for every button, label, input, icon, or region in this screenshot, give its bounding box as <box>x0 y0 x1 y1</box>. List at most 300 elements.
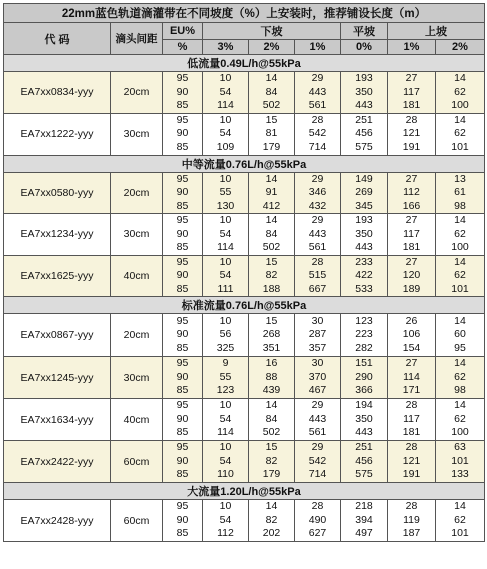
length-value: 502 <box>262 426 281 439</box>
length-value: 251 <box>355 441 373 454</box>
length-value: 28 <box>311 500 324 513</box>
length-value: 27 <box>405 72 418 84</box>
product-code: EA7xx1625-yyy <box>4 255 111 297</box>
eu-values <box>163 500 203 542</box>
length-value: 114 <box>217 241 234 253</box>
length-value: 533 <box>355 282 373 295</box>
length-value: 82 <box>265 513 278 526</box>
eu-value: 95 <box>176 399 189 412</box>
length-value: 14 <box>454 255 466 268</box>
length-values <box>388 172 436 214</box>
slope-header: 1% <box>388 40 436 55</box>
table-row <box>4 441 485 483</box>
length-value: 149 <box>355 172 373 185</box>
length-value: 101 <box>451 454 469 467</box>
length-value: 100 <box>451 426 469 439</box>
length-value: 114 <box>217 426 234 439</box>
length-value: 95 <box>454 341 466 354</box>
length-value: 432 <box>308 199 327 212</box>
length-values <box>341 441 388 483</box>
table-row <box>4 214 485 256</box>
length-values <box>388 314 436 357</box>
length-value: 667 <box>308 282 327 295</box>
eu-values <box>163 214 203 256</box>
product-code: EA7xx1234-yyy <box>4 214 111 256</box>
eu-value: 95 <box>176 255 189 268</box>
length-value: 575 <box>355 468 373 481</box>
length-values <box>341 500 388 542</box>
length-value: 14 <box>454 399 466 412</box>
eu-value: 95 <box>176 172 189 185</box>
slope-header: 2% <box>436 40 485 55</box>
flat-header: 平坡 <box>341 23 388 40</box>
length-value: 28 <box>405 500 418 513</box>
table-row <box>4 72 485 114</box>
length-value: 112 <box>217 527 234 540</box>
eu-value: 90 <box>176 269 189 281</box>
length-value: 9 <box>222 357 229 370</box>
eu-values <box>163 399 203 441</box>
length-values <box>341 113 388 155</box>
length-value: 181 <box>402 241 421 253</box>
emitter-spacing: 30cm <box>111 113 163 155</box>
eu-value: 85 <box>176 241 189 253</box>
length-value: 29 <box>311 72 324 84</box>
length-value: 154 <box>402 341 421 354</box>
length-value: 268 <box>262 328 281 341</box>
length-value: 62 <box>454 127 466 140</box>
eu-values <box>163 255 203 297</box>
length-value: 98 <box>454 199 466 212</box>
length-values <box>295 314 341 357</box>
length-value: 179 <box>262 140 281 153</box>
length-values <box>203 172 249 214</box>
length-value: 84 <box>265 412 278 425</box>
length-value: 27 <box>405 172 418 185</box>
length-value: 27 <box>405 214 418 226</box>
length-value: 251 <box>355 113 373 126</box>
length-value: 202 <box>262 527 281 540</box>
uphill-header: 上坡 <box>388 23 485 40</box>
length-value: 166 <box>402 199 421 212</box>
eu-value: 85 <box>176 99 189 111</box>
eu-value: 85 <box>176 199 189 212</box>
length-value: 14 <box>454 214 466 226</box>
length-value: 28 <box>405 399 418 412</box>
length-values <box>295 113 341 155</box>
length-value: 14 <box>265 399 278 412</box>
length-value: 10 <box>219 113 232 126</box>
table-row <box>4 314 485 357</box>
emitter-spacing: 40cm <box>111 255 163 297</box>
length-value: 497 <box>355 527 373 540</box>
length-value: 181 <box>402 99 421 111</box>
length-value: 28 <box>311 113 324 126</box>
length-value: 151 <box>355 357 373 370</box>
length-value: 114 <box>403 370 420 383</box>
table-row <box>4 255 485 297</box>
eu-value: 95 <box>176 72 189 84</box>
length-value: 191 <box>402 468 421 481</box>
length-value: 171 <box>402 384 421 397</box>
length-value: 575 <box>355 140 373 153</box>
length-value: 10 <box>219 255 232 268</box>
length-value: 443 <box>308 227 327 240</box>
length-value: 56 <box>219 328 232 341</box>
length-value: 14 <box>265 72 278 84</box>
emitter-spacing: 20cm <box>111 72 163 114</box>
length-values <box>249 441 295 483</box>
product-code: EA7xx1245-yyy <box>4 357 111 399</box>
length-value: 350 <box>355 227 373 240</box>
table-row <box>4 357 485 399</box>
length-value: 10 <box>219 441 232 454</box>
length-value: 15 <box>265 255 278 268</box>
length-values <box>388 357 436 399</box>
eu-value: 95 <box>176 500 189 513</box>
section-header: 低流量0.49L/h@55kPa <box>4 55 485 72</box>
length-values <box>203 113 249 155</box>
length-value: 29 <box>311 172 324 185</box>
section-header: 大流量1.20L/h@55kPa <box>4 483 485 500</box>
length-value: 456 <box>355 127 373 140</box>
length-values <box>295 500 341 542</box>
section-header: 中等流量0.76L/h@55kPa <box>4 155 485 172</box>
length-value: 62 <box>454 269 466 281</box>
spacing-header: 滴头间距 <box>111 23 163 55</box>
length-value: 561 <box>308 241 327 253</box>
eu-value: 85 <box>176 468 189 481</box>
length-values <box>341 399 388 441</box>
length-values <box>388 255 436 297</box>
length-value: 188 <box>262 282 281 295</box>
length-values <box>203 441 249 483</box>
length-value: 28 <box>311 255 324 268</box>
length-value: 82 <box>265 454 278 467</box>
length-value: 123 <box>216 384 235 397</box>
length-value: 370 <box>308 370 327 383</box>
length-value: 10 <box>219 72 232 84</box>
code-header: 代 码 <box>4 23 111 55</box>
length-values <box>388 441 436 483</box>
table-title: 22mm蓝色轨道滴灌带在不同坡度（%）上安装时，推荐铺设长度（m） <box>4 4 485 23</box>
length-values <box>249 214 295 256</box>
eu-header: EU% <box>163 23 203 40</box>
length-value: 30 <box>311 314 324 327</box>
length-value: 14 <box>454 500 466 513</box>
length-value: 191 <box>402 140 421 153</box>
emitter-spacing: 20cm <box>111 172 163 214</box>
eu-value: 95 <box>176 441 189 454</box>
eu-value: 95 <box>176 113 189 126</box>
length-value: 14 <box>454 72 466 84</box>
eu-value: 85 <box>176 282 189 295</box>
length-values <box>295 357 341 399</box>
slope-header: 3% <box>203 40 249 55</box>
length-value: 490 <box>308 513 327 526</box>
length-value: 55 <box>219 370 232 383</box>
length-value: 117 <box>403 85 420 98</box>
length-value: 91 <box>265 186 278 198</box>
length-value: 194 <box>355 399 373 412</box>
eu-values <box>163 314 203 357</box>
length-value: 30 <box>311 357 324 370</box>
length-value: 233 <box>355 255 373 268</box>
length-values <box>388 113 436 155</box>
product-code: EA7xx1222-yyy <box>4 113 111 155</box>
section-header: 标准流量0.76L/h@55kPa <box>4 297 485 314</box>
length-value: 117 <box>403 412 420 425</box>
table-row <box>4 500 485 542</box>
eu-values <box>163 113 203 155</box>
length-values <box>295 72 341 114</box>
length-value: 14 <box>454 357 466 370</box>
length-values <box>203 214 249 256</box>
length-value: 26 <box>405 314 418 327</box>
length-value: 10 <box>219 399 232 412</box>
length-values <box>249 399 295 441</box>
length-value: 502 <box>262 241 281 253</box>
length-value: 133 <box>451 468 469 481</box>
length-values <box>388 500 436 542</box>
length-value: 54 <box>219 269 232 281</box>
length-values <box>436 172 485 214</box>
length-value: 422 <box>355 269 373 281</box>
length-values <box>295 441 341 483</box>
length-value: 101 <box>451 527 469 540</box>
product-code: EA7xx0867-yyy <box>4 314 111 357</box>
eu-values <box>163 172 203 214</box>
length-value: 84 <box>265 85 278 98</box>
length-values <box>249 113 295 155</box>
length-value: 10 <box>219 500 232 513</box>
length-value: 27 <box>405 255 418 268</box>
length-value: 121 <box>402 127 421 140</box>
length-value: 60 <box>454 328 466 341</box>
length-values <box>341 255 388 297</box>
slope-header: 0% <box>341 40 388 55</box>
length-value: 627 <box>308 527 327 540</box>
length-value: 61 <box>454 186 466 198</box>
eu-value: 90 <box>176 513 189 526</box>
eu-value: 85 <box>176 527 189 540</box>
length-value: 350 <box>355 412 373 425</box>
length-values <box>436 441 485 483</box>
length-values <box>203 255 249 297</box>
length-value: 13 <box>454 172 466 185</box>
length-value: 561 <box>308 99 327 111</box>
length-value: 346 <box>308 186 327 198</box>
length-value: 16 <box>265 357 278 370</box>
length-values <box>436 314 485 357</box>
length-value: 443 <box>308 412 327 425</box>
length-values <box>436 255 485 297</box>
length-values <box>341 72 388 114</box>
eu-value: 90 <box>176 186 189 198</box>
length-values <box>203 399 249 441</box>
product-code: EA7xx0834-yyy <box>4 72 111 114</box>
length-values <box>436 113 485 155</box>
length-value: 29 <box>311 214 324 226</box>
length-value: 28 <box>405 113 418 126</box>
length-value: 14 <box>454 113 466 126</box>
length-value: 345 <box>355 199 373 212</box>
length-values <box>249 500 295 542</box>
length-value: 412 <box>262 199 281 212</box>
length-value: 121 <box>402 454 421 467</box>
length-value: 456 <box>355 454 373 467</box>
length-values <box>388 72 436 114</box>
length-value: 439 <box>262 384 281 397</box>
length-values <box>295 399 341 441</box>
length-value: 62 <box>454 227 466 240</box>
length-value: 443 <box>308 85 327 98</box>
length-value: 502 <box>262 99 281 111</box>
length-values <box>249 255 295 297</box>
eu-values <box>163 357 203 399</box>
length-values <box>436 399 485 441</box>
length-value: 14 <box>265 214 278 226</box>
emitter-spacing: 20cm <box>111 314 163 357</box>
length-values <box>249 172 295 214</box>
length-value: 54 <box>219 412 232 425</box>
length-values <box>249 314 295 357</box>
length-value: 15 <box>265 441 278 454</box>
eu-value: 90 <box>176 454 189 467</box>
length-value: 63 <box>454 441 466 454</box>
slope-header: 2% <box>249 40 295 55</box>
length-value: 114 <box>217 99 234 111</box>
length-value: 15 <box>265 314 278 327</box>
length-values <box>436 357 485 399</box>
length-value: 62 <box>454 370 466 383</box>
eu-value: 95 <box>176 214 189 226</box>
length-value: 29 <box>311 399 324 412</box>
length-values <box>341 314 388 357</box>
length-value: 106 <box>402 328 421 341</box>
downhill-header: 下坡 <box>203 23 341 40</box>
length-value: 10 <box>219 314 232 327</box>
eu-value: 95 <box>176 314 189 327</box>
length-value: 62 <box>454 412 466 425</box>
length-values <box>295 255 341 297</box>
length-values <box>249 72 295 114</box>
length-value: 714 <box>308 140 327 153</box>
length-value: 14 <box>265 172 278 185</box>
length-value: 123 <box>355 314 373 327</box>
length-value: 542 <box>308 127 327 140</box>
eu-value: 95 <box>176 357 189 370</box>
emitter-spacing: 30cm <box>111 357 163 399</box>
length-value: 27 <box>405 357 418 370</box>
length-value: 443 <box>355 241 373 253</box>
length-values <box>341 214 388 256</box>
eu-value: 85 <box>176 341 189 354</box>
length-value: 28 <box>405 441 418 454</box>
length-value: 62 <box>454 513 466 526</box>
table-row <box>4 399 485 441</box>
length-value: 357 <box>308 341 327 354</box>
length-value: 218 <box>355 500 373 513</box>
product-code: EA7xx0580-yyy <box>4 172 111 214</box>
length-values <box>341 172 388 214</box>
length-value: 542 <box>308 454 327 467</box>
length-value: 515 <box>308 269 327 281</box>
eu-value: 90 <box>176 85 189 98</box>
length-values <box>203 72 249 114</box>
length-value: 120 <box>402 269 421 281</box>
length-value: 10 <box>219 214 232 226</box>
eu-unit-header: % <box>163 40 203 55</box>
length-value: 189 <box>402 282 421 295</box>
length-value: 269 <box>355 186 373 198</box>
length-values <box>436 214 485 256</box>
length-values <box>203 314 249 357</box>
eu-values <box>163 441 203 483</box>
length-values <box>295 172 341 214</box>
length-value: 443 <box>355 426 373 439</box>
length-values <box>295 214 341 256</box>
length-value: 54 <box>219 513 232 526</box>
length-value: 394 <box>355 513 373 526</box>
length-value: 62 <box>454 85 466 98</box>
length-value: 467 <box>308 384 327 397</box>
length-value: 54 <box>219 227 232 240</box>
length-value: 117 <box>403 227 420 240</box>
length-value: 15 <box>265 113 278 126</box>
length-values <box>436 500 485 542</box>
length-values <box>203 500 249 542</box>
length-values <box>436 72 485 114</box>
length-values <box>203 357 249 399</box>
length-values <box>388 399 436 441</box>
eu-value: 90 <box>176 227 189 240</box>
length-value: 223 <box>355 328 373 341</box>
length-value: 282 <box>355 341 373 354</box>
product-code: EA7xx2422-yyy <box>4 441 111 483</box>
length-values <box>249 357 295 399</box>
length-value: 100 <box>451 241 469 253</box>
length-value: 109 <box>216 140 235 153</box>
length-value: 84 <box>265 227 278 240</box>
length-value: 443 <box>355 99 373 111</box>
length-value: 98 <box>454 384 466 397</box>
length-value: 100 <box>451 99 469 111</box>
length-value: 714 <box>308 468 327 481</box>
eu-values <box>163 72 203 114</box>
length-value: 130 <box>216 199 235 212</box>
length-value: 54 <box>219 127 232 140</box>
length-value: 14 <box>454 314 466 327</box>
length-values <box>388 214 436 256</box>
emitter-spacing: 30cm <box>111 214 163 256</box>
length-value: 82 <box>265 269 278 281</box>
length-value: 179 <box>262 468 281 481</box>
eu-value: 85 <box>176 426 189 439</box>
length-value: 111 <box>217 282 234 295</box>
length-value: 351 <box>262 341 281 354</box>
length-value: 14 <box>265 500 278 513</box>
length-value: 110 <box>217 468 234 481</box>
length-value: 187 <box>402 527 421 540</box>
table-row <box>4 172 485 214</box>
length-value: 290 <box>355 370 373 383</box>
length-value: 193 <box>355 214 373 226</box>
length-value: 55 <box>219 186 232 198</box>
length-value: 561 <box>308 426 327 439</box>
eu-value: 85 <box>176 140 189 153</box>
eu-value: 90 <box>176 328 189 341</box>
